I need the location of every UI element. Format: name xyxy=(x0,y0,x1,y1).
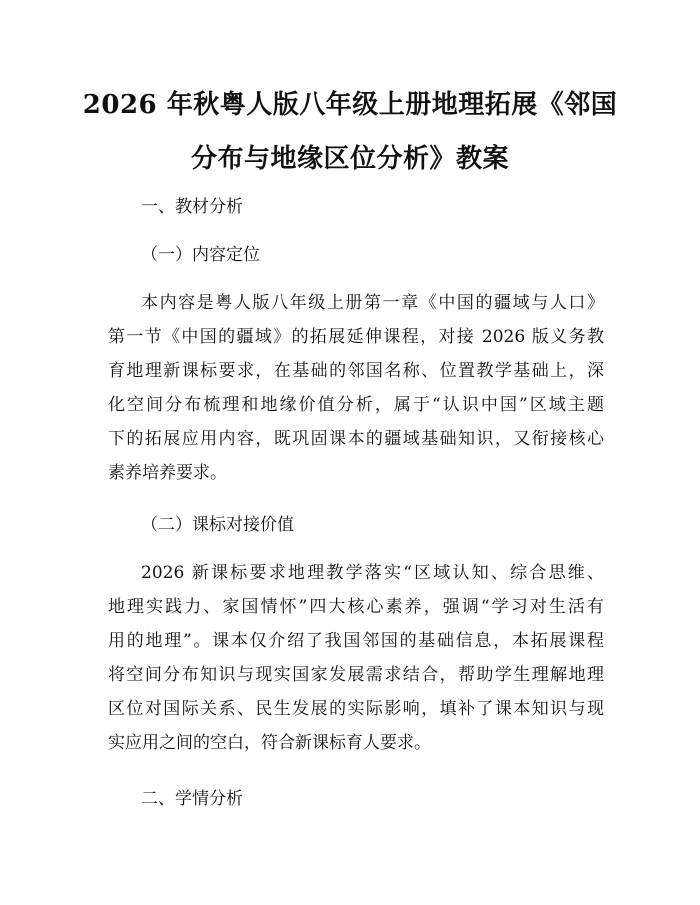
subsection-heading-standards: （二）课标对接价值 xyxy=(141,515,294,535)
paragraph-line: 地理实践力、家国情怀”四大核心素养，强调“学习对生活有 xyxy=(108,597,604,617)
paragraph-line: 用的地理”。课本仅介绍了我国邻国的基础信息，本拓展课程 xyxy=(108,631,604,651)
paragraph-line: 区位对国际关系、民生发展的实际影响，填补了课本知识与现 xyxy=(108,699,604,719)
section-heading-materials: 一、教材分析 xyxy=(141,197,243,217)
document-title-line-2: 分布与地缘区位分析》教案 xyxy=(190,144,509,174)
paragraph-line: 下的拓展应用内容，既巩固课本的疆域基础知识，又衔接核心 xyxy=(108,429,604,449)
paragraph-line: 2026 新课标要求地理教学落实“区域认知、综合思维、 xyxy=(141,563,604,583)
paragraph-line: 将空间分布知识与现实国家发展需求结合，帮助学生理解地理 xyxy=(108,665,604,685)
paragraph-line: 本内容是粤人版八年级上册第一章《中国的疆域与人口》 xyxy=(141,293,604,313)
paragraph-line: 第一节《中国的疆域》的拓展延伸课程，对接 2026 版义务教 xyxy=(108,327,604,347)
document-title-line-1: 2026 年秋粤人版八年级上册地理拓展《邻国 xyxy=(82,90,618,120)
subsection-heading-content: （一）内容定位 xyxy=(141,245,260,265)
section-heading-learner-analysis: 二、学情分析 xyxy=(141,789,243,809)
paragraph-line: 化空间分布梳理和地缘价值分析，属于“认识中国”区域主题 xyxy=(108,395,604,415)
paragraph-line: 素养培养要求。 xyxy=(108,463,227,483)
paragraph-line: 育地理新课标要求，在基础的邻国名称、位置教学基础上，深 xyxy=(108,361,604,381)
paragraph-line: 实应用之间的空白，符合新课标育人要求。 xyxy=(108,733,431,753)
